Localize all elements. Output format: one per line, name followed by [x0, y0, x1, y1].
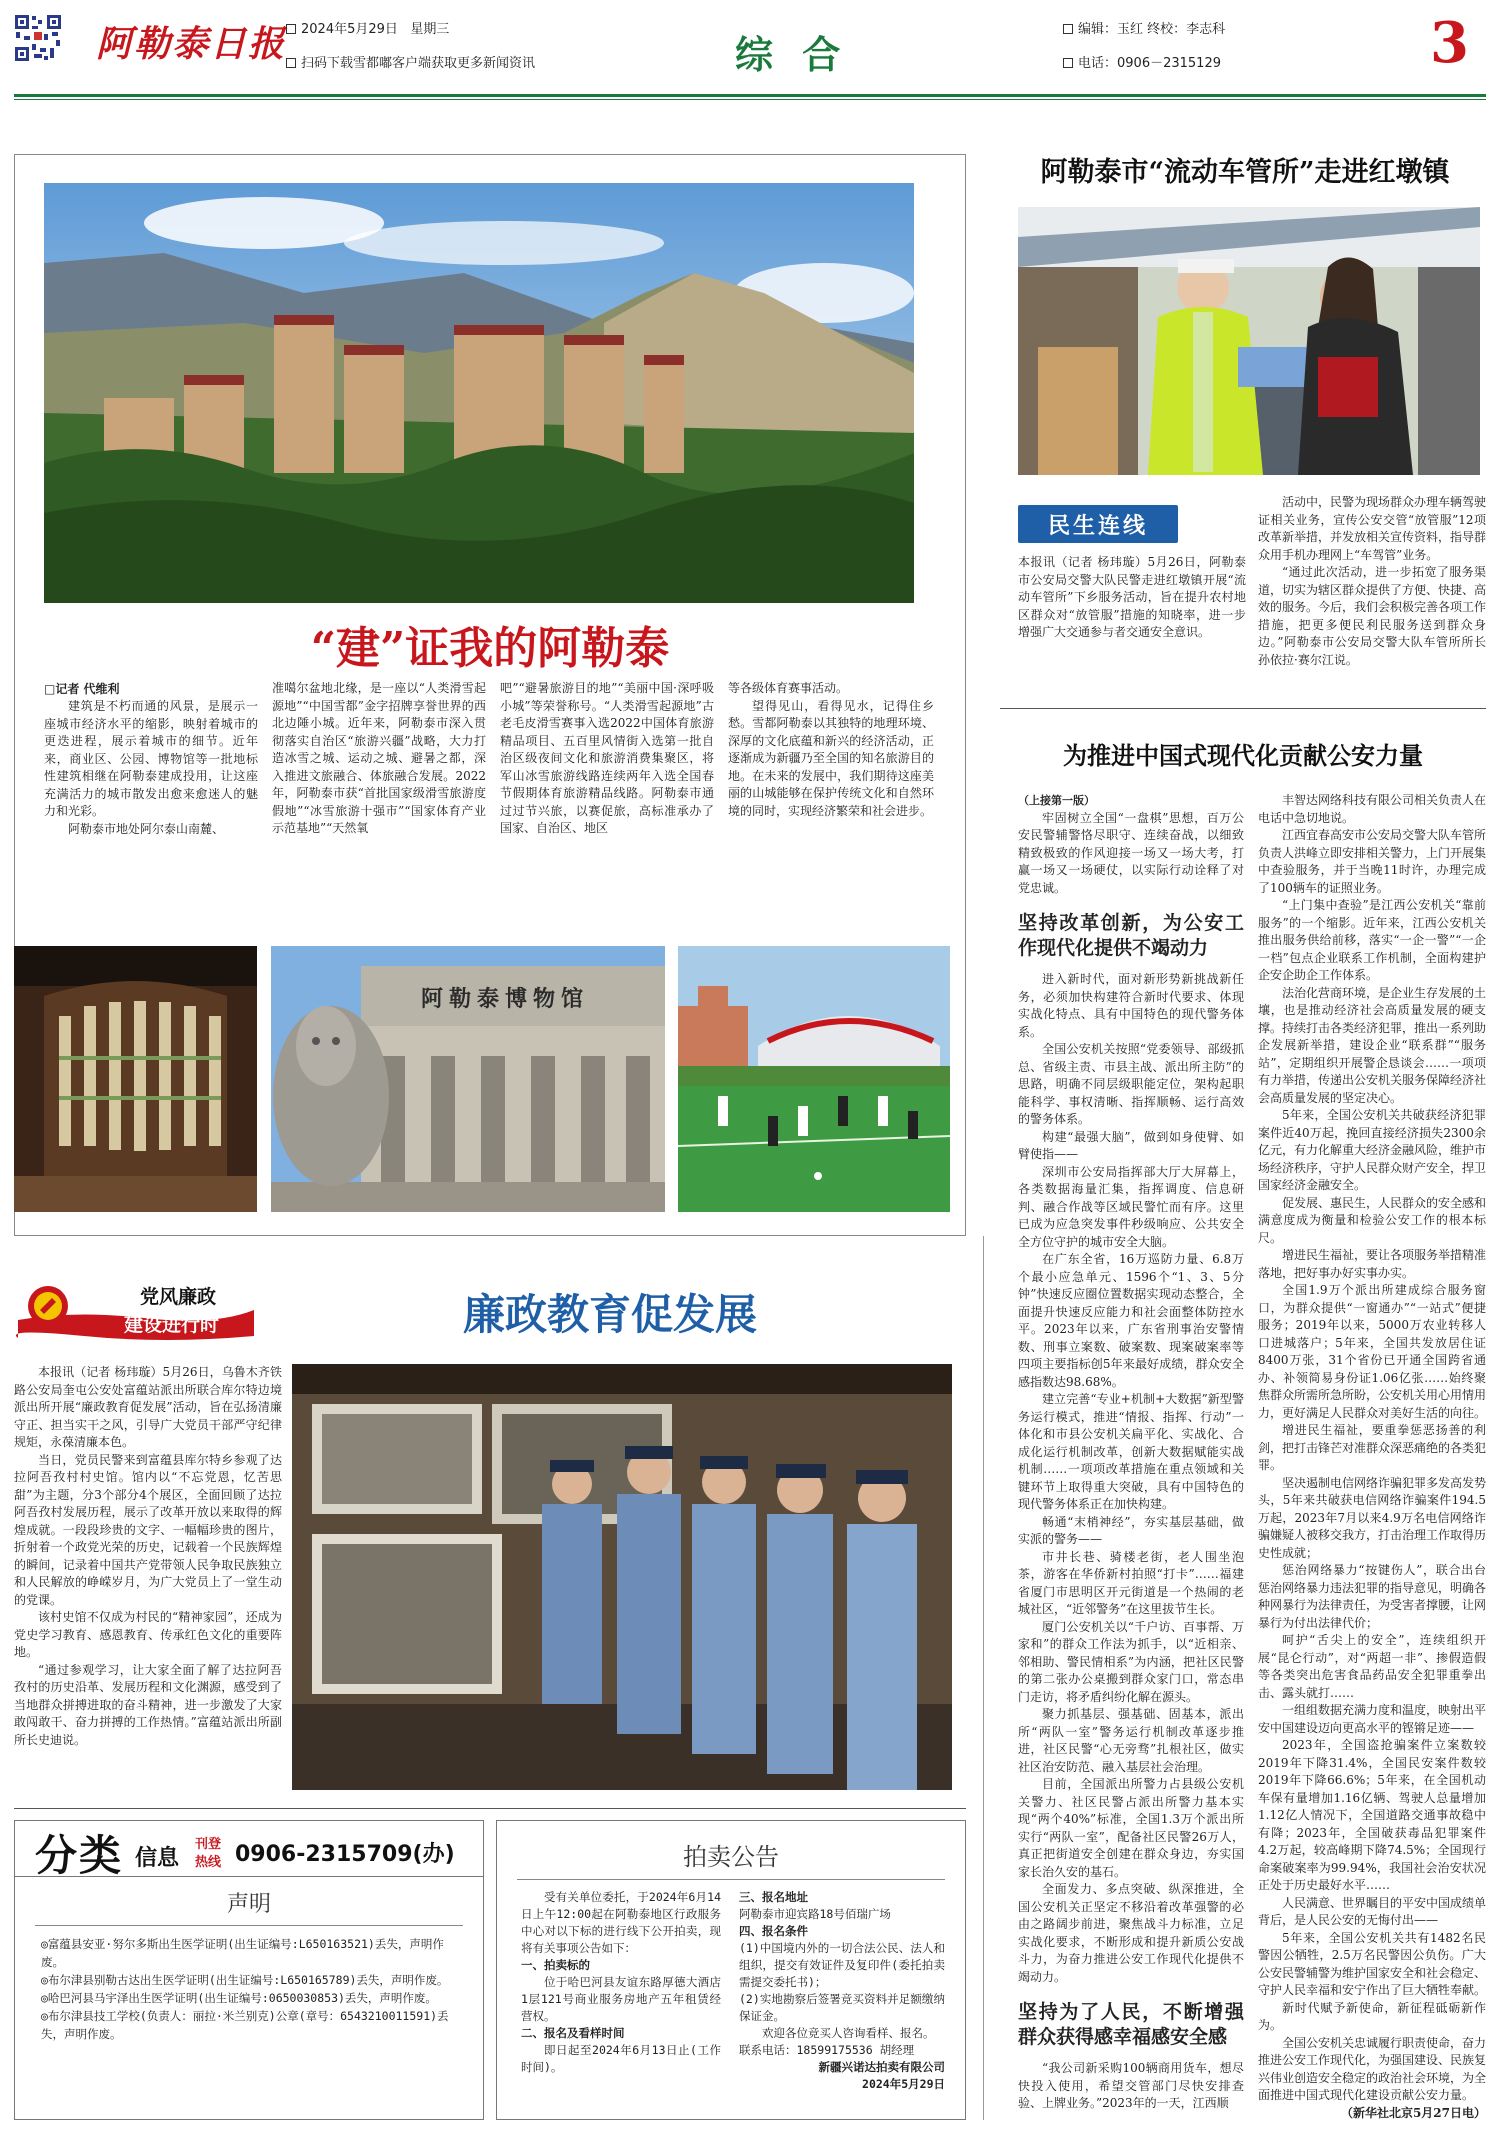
- auction-s3-text: 阿勒泰市迎宾路18号佰瑞广场: [739, 1907, 891, 1921]
- police-paragraph: “我公司新采购100辆商用货车，想尽快投入使用，希望交管部门尽快安排查验、上牌业务。”2023年的一天，江西顺: [1018, 2061, 1244, 2110]
- classified-big: 分类: [35, 1831, 124, 1880]
- police-paragraph: 牢固树立全国“一盘棋”思想，百万公安民警辅警恪尽职守、连续奋战，以细致精致极致的作风迎接一场又一场大考，打赢一场又一场硬仗，以实际行动诠释了对党忠诚。: [1018, 810, 1244, 895]
- traffic-bottom-rule: [1000, 708, 1486, 709]
- masthead-rule-thin: [14, 99, 1486, 100]
- newspaper-logo: 阿勒泰日报: [96, 23, 287, 65]
- auction-s4-item: (1)中国境内外的一切合法公民、法人和组织，提交有效证件及复印件(委托拍卖需提交委托书)；: [739, 1941, 945, 1989]
- museum-interior-photo: [14, 946, 257, 1212]
- police-paragraph: 增进民生福祉，要让各项服务举措精准落地，把好事办好实事办实。: [1258, 1248, 1486, 1280]
- police-paragraph: 呵护“舌尖上的安全”，连续组织开展“昆仑行动”，对“两超一非”、掺假造假等各类突出危害食品药品安全犯罪重拳出击、露头就打……: [1258, 1633, 1486, 1700]
- police-paragraph: 深圳市公安局指挥部大厅大屏幕上，各类数据海量汇集，指挥调度、信息研判、融合作战等区域民警忙而有序。这里已成为应急突发事件秒级响应、公共安全全方位守护的城市安全大脑。: [1018, 1164, 1244, 1249]
- square-bullet-icon: [286, 24, 296, 34]
- classified-small: 信息: [135, 1846, 180, 1871]
- auction-s3-title: 三、报名地址: [739, 1890, 808, 1904]
- police-paragraph: 5年来，全国公安机关共破获经济犯罪案件近40万起，挽回直接经济损失2300余亿元，有力化解重大经济金融风险，维护市场经济秩序，守护人民群众财产安全，捍卫国家经济金融安全。: [1258, 1108, 1486, 1192]
- police-dateline: （新华社北京5月27日电）: [1340, 2105, 1486, 2120]
- statement-rule: [35, 1925, 463, 1926]
- police-title: 为推进中国式现代化贡献公安力量: [1063, 741, 1423, 770]
- police-paragraph: 促发展、惠民生，人民群众的安全感和满意度成为衡量和检验公安工作的根本标尺。: [1258, 1195, 1486, 1245]
- police-paragraph: 法治化营商环境，是企业生存发展的土壤，也是推动经济社会高质量发展的硬支撑。持续打击各类经济犯罪，推出一系列助企发展新举措，建设企业“联系群”“服务站”，定期组织开展警企恳谈会……一项项有力举措，传递出公安机关服务保障经济社会高质量发展的坚定决心。: [1258, 985, 1486, 1105]
- party-paragraph: 该村史馆不仅成为村民的“精神家园”，还成为党史学习教育、感恩教育、传承红色文化的重要阵地。: [14, 1610, 282, 1659]
- party-text: [14, 1364, 282, 1799]
- feature-col-1: [44, 698, 258, 946]
- phone-line: [1063, 52, 1221, 71]
- auction-company: 新疆兴诺达拍卖有限公司: [818, 2060, 945, 2074]
- feature-col-3: [500, 680, 714, 946]
- classified-hotline: 0906-2315709(办): [235, 1842, 455, 1867]
- auction-rule: [517, 1879, 945, 1880]
- police-paragraph: 目前，全国派出所警力占县级公安机关警力、社区民警占派出所警力基本实现“两个40%”标准，全国1.3万个派出所实行“两队一室”，配备社区民警26万人，真正把街道安全创建在群众身边，夯实国家长治久安的基石。: [1018, 1777, 1244, 1879]
- party-badge-line2: 建设进行时: [124, 1314, 220, 1336]
- section-name: 综 合: [735, 32, 849, 77]
- police-paragraph: 构建“最强大脑”，做到如身使臂、如臂使指——: [1018, 1129, 1244, 1161]
- feature-col-4: [728, 680, 934, 946]
- party-badge: [14, 1280, 254, 1342]
- hotline-label-1: 刊登: [195, 1837, 222, 1852]
- party-paragraph: 当日，党员民警来到富蕴县库尔特乡参观了达拉阿吾孜村村史馆。馆内以“不忘党恩，忆苦思甜”为主题，分3个部分4个展区，全面回顾了达拉阿吾孜村发展历程，展示了改革开放以来取得的辉煌成就。一段段珍贵的文字、一幅幅珍贵的图片，折射着一个政党光荣的历史，记载着一个民族辉煌的瞬间，记录着中国共产党带领人民争取民族独立和人民解放的峥嵘岁月，为广大党员上了一堂生动的党课。: [14, 1452, 282, 1607]
- party-paragraph: 本报讯（记者 杨玮璇）5月26日，乌鲁木齐铁路公安局奎屯公安处富蕴站派出所联合库尔特边境派出所开展“廉政教育促发展”活动，旨在弘扬清廉守正、担当实干之风，引导广大党员干部严守纪律规矩，永葆清廉本色。: [14, 1365, 282, 1449]
- auction-welcome: 欢迎各位竞买人咨询看样、报名。: [762, 2026, 935, 2040]
- party-bottom-rule: [14, 1808, 966, 1809]
- police-paragraph: 全国公安机关按照“党委领导、部级抓总、省级主责、市县主战、派出所主防”的思路，明确不同层级职能定位，架构起职能科学、事权清晰、指挥顺畅、运行高效的警务体系。: [1018, 1042, 1244, 1126]
- hotline-label-2: 热线: [195, 1855, 222, 1870]
- police-paragraph: 在广东全省，16万巡防力量、6.8万个最小应急单元、1596个“1、3、5分钟”快速反应圈位置数据实现动态整合，全面提升快速反应能力和社会面整体防控水平。2023年以来，广东省刑事治安警情数、刑事立案数、破案数、现案破案率等四项主要指标创5年来最好成绩，群众安全感指数达98.68%。: [1018, 1252, 1244, 1389]
- feature-col-2: [272, 680, 486, 946]
- auction-contact: 联系电话：18599175536 胡经理: [739, 2043, 915, 2057]
- police-col-1b: [1018, 971, 1244, 1986]
- police-paragraph: 丰智达网络科技有限公司相关负责人在电话中急切地说。: [1258, 793, 1486, 825]
- traffic-title: 阿勒泰市“流动车管所”走进红墩镇: [1040, 157, 1450, 188]
- classified-header: [15, 1821, 483, 1880]
- scan-hint-line: [286, 52, 535, 71]
- issue-date: 2024年5月29日: [301, 22, 398, 37]
- statement-title: 声明: [226, 1892, 271, 1917]
- auction-s2-title: 二、报名及看样时间: [521, 2026, 625, 2040]
- police-continued: （上接第一版）: [1018, 794, 1095, 807]
- auction-s4-item: (2)实地勘察后签署竞买资料并足额缴纳保证金。: [739, 1992, 945, 2023]
- police-paragraph: 市井长巷、骑楼老街，老人围坐泡茶，游客在华侨新村拍照“打卡”……福建省厦门市思明区开元街道是一个热闹的老城社区，“近邻警务”在这里拔节生长。: [1018, 1549, 1244, 1616]
- police-paragraph: 畅通“末梢神经”，夯实基层基础，做实派的警务——: [1018, 1514, 1244, 1546]
- police-col-2-body: [1258, 792, 1486, 2105]
- party-title: 廉政教育促发展: [462, 1290, 757, 1339]
- police-paragraph: 进入新时代，面对新形势新挑战新任务，必须加快构建符合新时代要求、体现实战化特点、具有中国特色的现代警务体系。: [1018, 972, 1244, 1039]
- police-paragraph: 5年来，全国公安机关共有1482名民警因公牺牲，2.5万名民警因公负伤。广大公安民警辅警为维护国家安全和社会稳定、守护人民幸福和安宁作出了巨大牺牲奉献。: [1258, 1930, 1486, 1997]
- police-col-2: [1258, 792, 1486, 2122]
- museum-exterior-photo: [271, 946, 665, 1212]
- police-paragraph: 坚决遏制电信网络诈骗犯罪多发高发势头，5年来共破获电信网络诈骗案件194.5万起，2023年7月以来4.9万名电信网络诈骗嫌疑人被移交我方，打击治理工作取得历史性成就；: [1258, 1475, 1486, 1560]
- police-paragraph: 新时代赋予新使命，新征程砥砺新作为。: [1258, 2000, 1486, 2032]
- auction-s4-title: 四、报名条件: [739, 1924, 808, 1938]
- auction-intro: 受有关单位委托，于2024年6月14日上午12:00起在阿勒泰地区行政服务中心对以下标的进行线下公开拍卖，现将有关事项公告如下：: [521, 1890, 721, 1955]
- auction-box: [496, 1820, 966, 2120]
- auction-left: [521, 1889, 721, 2076]
- square-bullet-icon: [286, 58, 296, 68]
- square-bullet-icon: [1063, 24, 1073, 34]
- feature-byline: □记者 代维利: [44, 682, 120, 696]
- page-number: 3: [1430, 10, 1469, 76]
- police-paragraph: 全面发力、多点突破、纵深推进，全国公安机关正坚定不移沿着改革强警的必由之路阔步前进，聚焦战斗力标准，立足实战化要求，不断形成和提升新质公安战斗力，为奋力推进公安工作现代化提供不竭动力。: [1018, 1882, 1244, 1984]
- traffic-police-photo: [1018, 207, 1480, 475]
- masthead: [0, 0, 1500, 100]
- traffic-col-1: [1018, 554, 1246, 684]
- square-bullet-icon: [1063, 58, 1073, 68]
- museum-sign: 阿勒泰博物馆: [421, 986, 590, 1012]
- feature-paragraph: 等各级体育赛事活动。: [728, 681, 849, 695]
- police-paragraph: 一组组数据充满力度和温度，映射出平安中国建设迈向更高水平的铿锵足迹——: [1258, 1703, 1486, 1735]
- classified-box: [14, 1820, 484, 2120]
- police-officers-photo: [292, 1364, 952, 1790]
- statement-item: ◎布尔津县技工学校(负责人：丽拉·米兰别克)公章(章号：6543210011591)丢失，声明作废。: [41, 2009, 449, 2041]
- party-badge-line1: 党风廉政: [140, 1286, 217, 1308]
- police-paragraph: 聚力抓基层、强基础、固基本，派出所“两队一室”警务运行机制改革逐步推进，社区民警“心无旁骛”扎根社区，做实社区治安防范、融入基层社会治理。: [1018, 1707, 1244, 1774]
- police-paragraph: 2023年，全国盗抢骗案件立案数较2019年下降31.4%，全国民安案件数较2019年下降66.6%；5年来，在全国机动车保有量增加1.16亿辆、驾驶人总量增加1.12亿人情况下，全国道路交通事故稳中有降；2023年，全国破获毒品犯罪案件4.2万起，较高峰期下降74.5%；全国现行命案破案率为99.94%，我国社会治安状况正处于历史最好水平……: [1258, 1738, 1486, 1892]
- statement-list: [41, 1935, 461, 2043]
- qr-code[interactable]: [14, 14, 62, 62]
- editor-info: 编辑：玉红 终校：李志科: [1078, 22, 1226, 37]
- police-subheading-people: 坚持为了人民，不断增强群众获得感幸福感安全感: [1018, 2001, 1244, 2048]
- auction-title: 拍卖公告: [683, 1843, 779, 1871]
- city-landscape-photo: [44, 183, 914, 603]
- feature-paragraph: 建筑是不朽而通的风景，是展示一座城市经济水平的缩影，映射着城市的更迭进程，展示着城市的细节。近年来，商业区、公园、博物馆等一批地标性建筑相继在阿勒泰建成投用，让这座充满活力的城市散发出愈来愈迷人的魅力和光彩。: [44, 699, 258, 818]
- party-paragraph: “通过参观学习，让大家全面了解了达拉阿吾孜村的历史沿革、发展历程和文化渊源，感受到了当地群众拼搏进取的奋斗精神，进一步激发了大家敢闯敢干、奋力拼搏的工作热情。”富蕴站派出所副所长史迪说。: [14, 1662, 282, 1747]
- traffic-paragraph: “通过此次活动，进一步拓宽了服务渠道，切实为辖区群众提供了方便、快捷、高效的服务。今后，我们会积极完善各项工作措施，把更多便民利民服务送到群众身边。”阿勒泰市公安局交警大队车管所所长孙依拉·赛尔江说。: [1258, 565, 1486, 667]
- traffic-paragraph: 活动中，民警为现场群众办理车辆驾驶证相关业务，宣传公安交管“放管服”12项改革新举措，并发放相关宣传资料，指导群众用手机办理网上“车驾管”业务。: [1258, 495, 1486, 562]
- feature-paragraph: 吧”“避暑旅游目的地”“美丽中国·深呼吸小城”等荣誉称号。“人类滑雪起源地”古老毛皮滑雪赛事入选2022中国体育旅游精品项目、五百里风情街入选第一批自治区级夜间文化和旅游消费集聚区，将军山冰雪旅游线路连续两年入选全国春节假期体育旅游精品线路。阿勒泰市通过过节兴旅，以赛促旅，高标准承办了国家、自治区、地区: [500, 681, 714, 835]
- police-subheading-reform: 坚持改革创新，为公安工作现代化提供不竭动力: [1018, 912, 1244, 959]
- issue-weekday: 星期三: [410, 22, 450, 37]
- column-tag-label: 民生连线: [1047, 514, 1148, 539]
- feature-paragraph: 准噶尔盆地北缘，是一座以“人类滑雪起源地”“中国雪都”金字招牌享誉世界的西北边陲小城。近年来，阿勒泰市深入贯彻落实自治区“旅游兴疆”战略，大力打造冰雪之城、运动之城、避暑之都，深入推进文旅融合、体旅融合发展。2022年，阿勒泰市获“首批国家级滑雪旅游度假地”“冰雪旅游十强市”“国家体育产业示范基地”“天然氧: [272, 681, 486, 835]
- police-paragraph: 增进民生福祉，要重拳惩恶扬善的利剑，把打击锋芒对准群众深恶痛绝的各类犯罪。: [1258, 1423, 1486, 1472]
- issue-date-line: [286, 18, 449, 37]
- traffic-col-2: [1258, 494, 1486, 684]
- statement-item: ◎哈巴河县马宇泽出生医学证明(出生证编号:0650030853)丢失，声明作废。: [41, 1991, 437, 2005]
- auction-right: [739, 1889, 945, 2093]
- feature-title: “建”证我的阿勒泰: [310, 623, 670, 674]
- police-paragraph: 惩治网络暴力“按键伤人”，联合出台惩治网络暴力违法犯罪的指导意见，明确各种网暴行为法律责任，为受害者撑腰，让网暴行为付出法律代价；: [1258, 1563, 1486, 1630]
- football-field-photo: [678, 946, 950, 1212]
- auction-s2-text: 即日起至2024年6月13日止(工作时间)。: [521, 2043, 721, 2074]
- statement-item: ◎富蕴县安亚·努尔多斯出生医学证明(出生证编号:L650163521)丢失，声明作废。: [41, 1937, 444, 1969]
- feature-paragraph: 望得见山，看得见水，记得住乡愁。雪都阿勒泰以其独特的地理环境、深厚的文化底蕴和新兴的经济活动，正逐渐成为新疆乃至全国的知名旅游目的地。在未来的发展中，我们期待这座美丽的山城能够在保护传统文化和自然环境的同时，实现经济繁荣和社会进步。: [728, 698, 934, 818]
- police-paragraph: 人民满意、世界瞩目的平安中国成绩单背后，是人民公安的无悔付出——: [1258, 1895, 1486, 1927]
- traffic-paragraph: 本报讯（记者 杨玮璇）5月26日，阿勒泰市公安局交警大队民警走进红墩镇开展“流动车管所”下乡服务活动，旨在提升农村地区群众对“放管服”措施的知晓率，进一步增强广大交通参与者交通安全意识。: [1018, 555, 1246, 639]
- police-paragraph: “上门集中查验”是江西公安机关“靠前服务”的一个缩影。近年来，江西公安机关推出服务供给前移，落实“一企一警”“一企一档”包点企业联系工作机制，全面构建护企安企助企工作体系。: [1258, 898, 1486, 982]
- scan-hint: 扫码下载雪都嘟客户端获取更多新闻资讯: [301, 56, 536, 71]
- column-tag: [1018, 505, 1178, 543]
- masthead-rule: [14, 94, 1486, 97]
- police-paragraph: 全国公安机关忠诚履行职责使命，奋力推进公安工作现代化，为强国建设、民族复兴伟业创造安全稳定的政治社会环境，为全面推进中国式现代化建设贡献公安力量。: [1258, 2035, 1486, 2102]
- statement-item: ◎布尔津县别勒古达出生医学证明(出生证编号:L650165789)丢失，声明作废。: [41, 1973, 449, 1987]
- auction-s1-title: 一、拍卖标的: [521, 1958, 590, 1972]
- editor-phone: 电话：0906－2315129: [1078, 56, 1221, 71]
- feature-paragraph: 阿勒泰市地处阿尔泰山南麓、: [68, 821, 225, 836]
- police-paragraph: 建立完善“专业+机制+大数据”新型警务运行模式，推进“情报、指挥、行动”一体化和市县公安机关扁平化、实战化、合成化运行机制改革，创新大数据赋能实战机制……一项项改革措施在重点领域和关键环节上取得重大突破，具有中国特色的现代警务体系正在加快构建。: [1018, 1392, 1244, 1511]
- column-divider: [983, 1236, 984, 2120]
- editor-line: [1063, 18, 1225, 37]
- police-col-1: [1018, 792, 1244, 2114]
- police-paragraph: 厦门公安机关以“千户访、百事帮、万家和”的群众工作法为抓手，以“近相亲、邻相助、警民情相系”为内涵，把社区民警的第二张办公桌搬到群众家门口，常态串门走访，将矛盾纠纷化解在源头。: [1018, 1619, 1244, 1704]
- police-paragraph: 江西宜春高安市公安局交警大队车管所负责人洪峰立即安排相关警力，上门开展集中查验服务，并于当晚11时许，办理完成了100辆车的证照业务。: [1258, 828, 1486, 895]
- auction-date: 2024年5月29日: [862, 2077, 945, 2091]
- police-paragraph: 全国1.9万个派出所建成综合服务窗口，为群众提供“一窗通办”“一站式”便捷服务；2019年以来，5000万农业转移人口进城落户；5年来，全国共发放居住证8400万张，31个省份已开通全国跨省通办、补领简易身份证1.06亿张……始终聚焦群众所需所急所盼，公安机关用心用情用力，更好满足人民群众对美好生活的向往。: [1258, 1283, 1486, 1420]
- auction-s1-text: 位于哈巴河县友谊东路厚德大酒店1层121号商业服务房地产五年租赁经营权。: [521, 1975, 721, 2023]
